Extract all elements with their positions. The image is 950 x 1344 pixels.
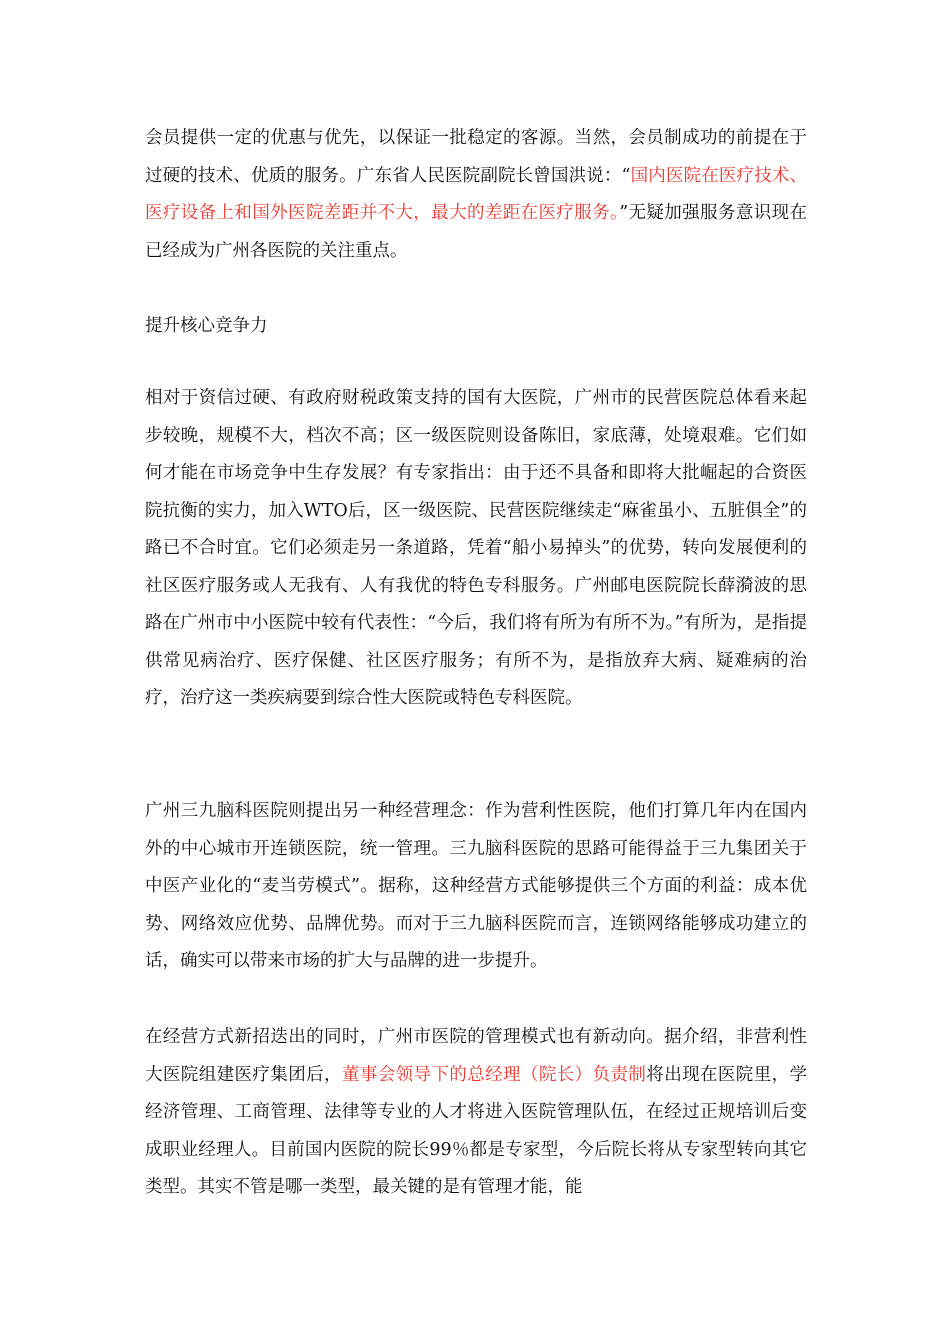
- paragraph-text: ”无疑加强服务意识现在已经成为广州各医院的关注重点。: [145, 203, 807, 261]
- paragraph-management-model: [145, 1019, 807, 1207]
- paragraph-membership-service: [145, 120, 807, 270]
- paragraph-text: 在经营方式新招迭出的同时，广州市医院的管理模式也有新动向。据介绍，非营利性大医院组建医疗集团后，: [145, 1027, 807, 1085]
- highlighted-phrase: 董事会领导下的总经理（院长）负责制: [341, 1064, 647, 1085]
- paragraph-chain-hospitals: 广州三九脑科医院则提出另一种经营理念：作为营利性医院，他们打算几年内在国内外的中心城市开连锁医院，统一管理。三九脑科医院的思路可能得益于三九集团关于中医产业化的“麦当劳模式”。据称，这种经营方式能够提供三个方面的利益：成本优势、网络效应优势、品牌优势。而对于三九脑科医院而言，连锁网络能够成功建立的话，确实可以带来市场的扩大与品牌的进一步提升。: [145, 801, 807, 971]
- highlighted-quote: 国内医院在医疗技术、医疗设备上和国外医院差距并不大，最大的差距在医疗服务。: [145, 165, 807, 223]
- paragraph-text: 会员提供一定的优惠与优先，以保证一批稳定的客源。当然，会员制成功的前提在于过硬的技术、优质的服务。广东省人民医院副院长曾国洪说：“: [145, 128, 807, 186]
- paragraph-text: 将出现在医院里，学经济管理、工商管理、法律等专业的人才将进入医院管理队伍，在经过正规培训后变成职业经理人。目前国内医院的院长99％都是专家型，今后院长将从专家型转向其它类型。其实不管是哪一类型，最关键的是有管理才能，能: [145, 1064, 808, 1197]
- paragraph-private-hospitals: 相对于资信过硬、有政府财税政策支持的国有大医院，广州市的民营医院总体看来起步较晚，规模不大，档次不高；区一级医院则设备陈旧，家底薄，处境艰难。它们如何才能在市场竞争中生存发展？有专家指出：由于还不具备和即将大批崛起的合资医院抗衡的实力，加入WTO后，区一级医院、民营医院继续走“麻雀虽小、五脏俱全”的路已不合时宜。它们必须走另一条道路，凭着“船小易掉头”的优势，转向发展便利的社区医疗服务或人无我有、人有我优的特色专科服务。广州邮电医院院长薛漪波的思路在广州市中小医院中较有代表性：“今后，我们将有所为有所不为。”有所为，是指提供常见病治疗、医疗保健、社区医疗服务；有所不为，是指放弃大病、疑难病的治疗，治疗这一类疾病要到综合性大医院或特色专科医院。: [145, 388, 807, 708]
- section-heading: 提升核心竞争力: [145, 316, 268, 336]
